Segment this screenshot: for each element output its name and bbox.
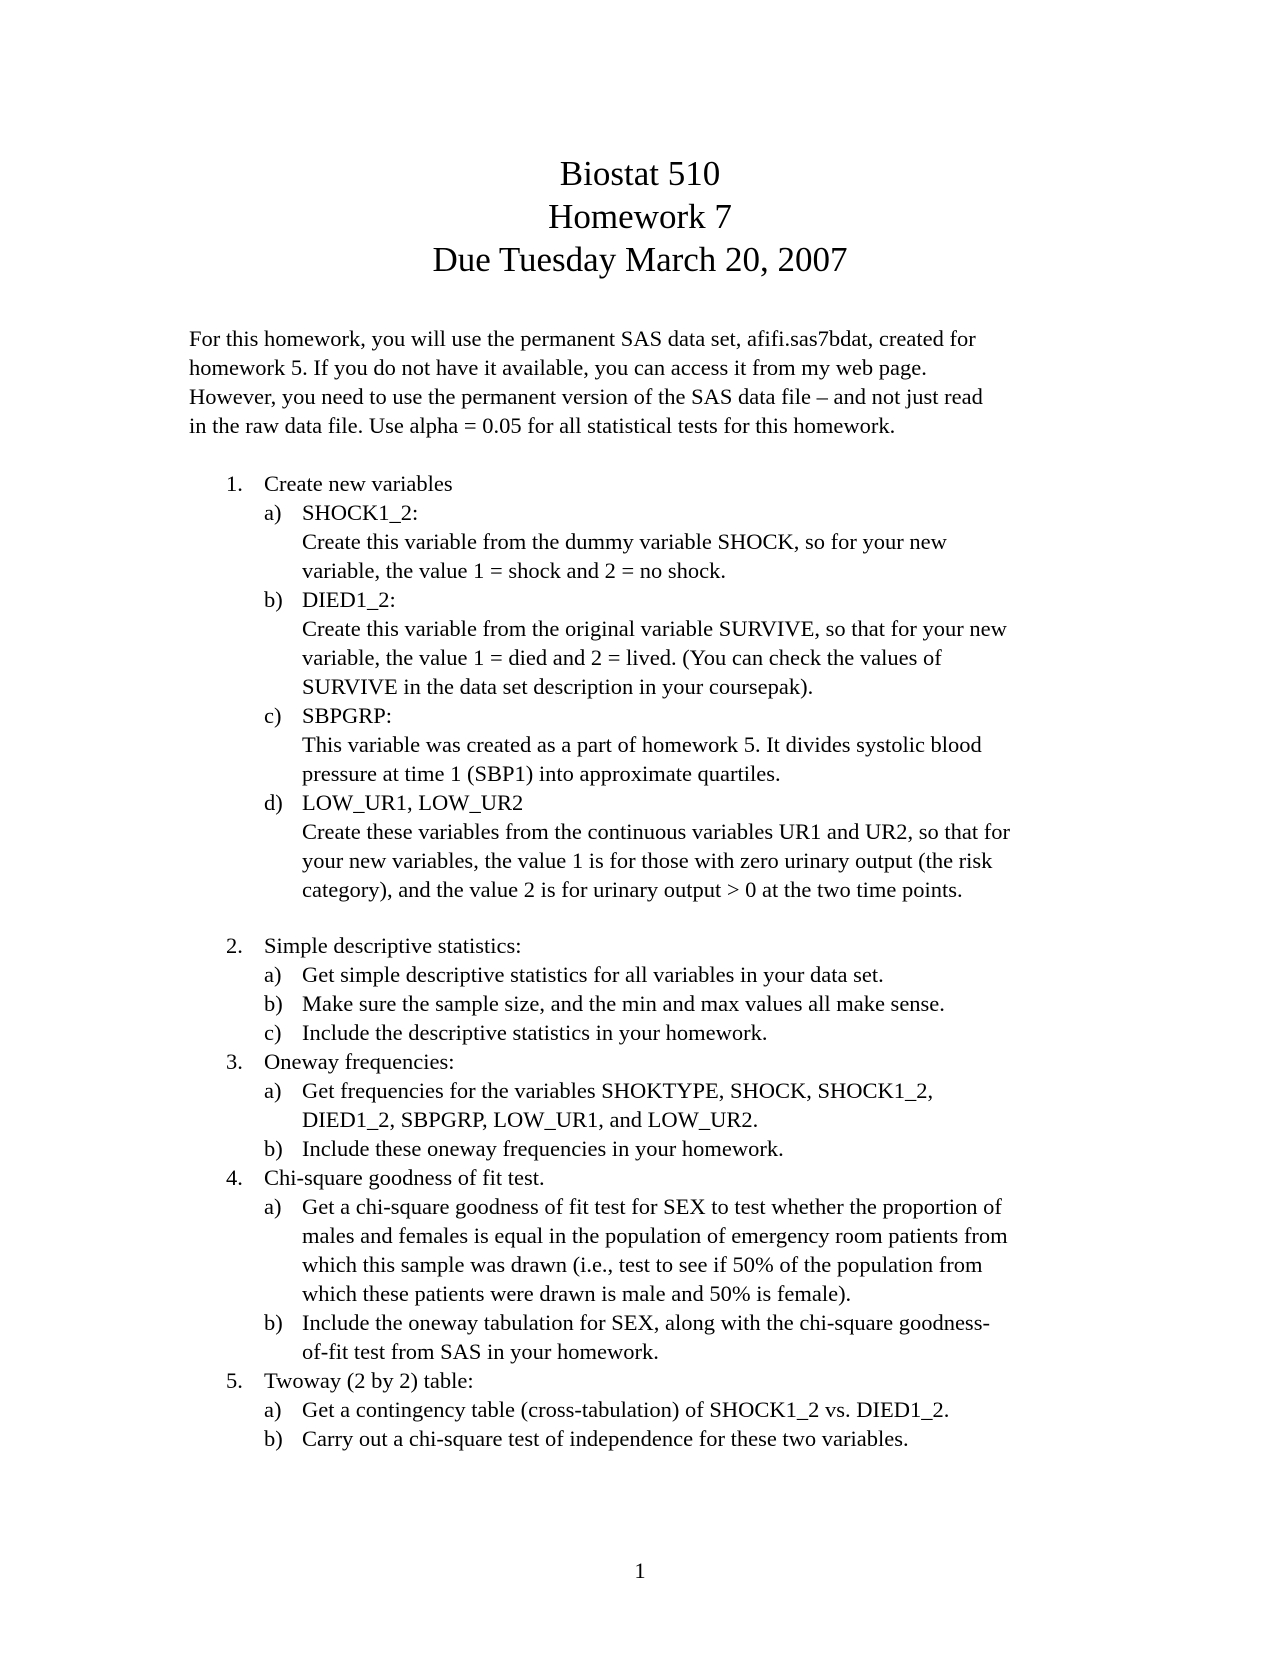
question-number: 2. — [226, 933, 243, 958]
sub-item-line: variable, the value 1 = shock and 2 = no shock. — [302, 558, 727, 583]
sub-item-letter: d) — [264, 790, 283, 815]
sub-item-line: Include these oneway frequencies in your homework. — [302, 1136, 784, 1161]
sub-item-line: your new variables, the value 1 is for those with zero urinary output (the risk — [302, 848, 993, 873]
intro-line: in the raw data file. Use alpha = 0.05 for all statistical tests for this homework. — [189, 413, 896, 438]
sub-item-line: Include the oneway tabulation for SEX, along with the chi-square goodness- — [302, 1310, 990, 1335]
sub-item-line: LOW_UR1, LOW_UR2 — [302, 790, 524, 815]
sub-item-line: pressure at time 1 (SBP1) into approximate quartiles. — [302, 761, 781, 786]
sub-item — [0, 1424, 1280, 1453]
sub-item — [0, 701, 1280, 788]
sub-item-line: Make sure the sample size, and the min and max values all make sense. — [302, 991, 945, 1016]
sub-item-line: Get a chi-square goodness of fit test for SEX to test whether the proportion of — [302, 1194, 1002, 1219]
sub-item — [0, 585, 1280, 701]
question-number: 5. — [226, 1368, 243, 1393]
sub-item-line: Create this variable from the dummy variable SHOCK, so for your new — [302, 529, 947, 554]
sub-item-line: Create this variable from the original variable SURVIVE, so that for your new — [302, 616, 1007, 641]
sub-item-letter: b) — [264, 1426, 283, 1451]
sub-item — [0, 1018, 1280, 1047]
sub-item-letter: b) — [264, 1136, 283, 1161]
intro-line: homework 5. If you do not have it available, you can access it from my web page. — [189, 355, 927, 380]
question-2 — [0, 931, 1280, 1047]
sub-item-line: Include the descriptive statistics in your homework. — [302, 1020, 768, 1045]
sub-item-line: DIED1_2: — [302, 587, 396, 612]
sub-item-line: which this sample was drawn (i.e., test to see if 50% of the population from — [302, 1252, 983, 1277]
sub-item-line: Create these variables from the continuous variables UR1 and UR2, so that for — [302, 819, 1010, 844]
sub-item — [0, 498, 1280, 585]
sub-item — [0, 989, 1280, 1018]
intro-line: For this homework, you will use the permanent SAS data set, afifi.sas7bdat, created for — [189, 326, 976, 351]
sub-item — [0, 1395, 1280, 1424]
sub-item-line: of-fit test from SAS in your homework. — [302, 1339, 659, 1364]
sub-item-letter: b) — [264, 587, 283, 612]
sub-item-line: variable, the value 1 = died and 2 = lived. (You can check the values of — [302, 645, 942, 670]
page-number: 1 — [634, 1558, 646, 1583]
sub-item-letter: a) — [264, 500, 282, 525]
question-number: 3. — [226, 1049, 243, 1074]
sub-item-letter: a) — [264, 1194, 282, 1219]
sub-item-line: Get frequencies for the variables SHOKTYPE, SHOCK, SHOCK1_2, — [302, 1078, 934, 1103]
sub-item — [0, 1308, 1280, 1366]
sub-item-line: SURVIVE in the data set description in your coursepak). — [302, 674, 814, 699]
sub-item-line: Get simple descriptive statistics for all variables in your data set. — [302, 962, 884, 987]
sub-item-letter: a) — [264, 1078, 282, 1103]
sub-item-line: This variable was created as a part of homework 5. It divides systolic blood — [302, 732, 982, 757]
sub-item-letter: c) — [264, 703, 282, 728]
question-heading: Twoway (2 by 2) table: — [264, 1368, 474, 1393]
sub-item-line: SBPGRP: — [302, 703, 393, 728]
sub-item-line: Get a contingency table (cross-tabulation) of SHOCK1_2 vs. DIED1_2. — [302, 1397, 950, 1422]
intro-paragraph — [189, 324, 1109, 440]
sub-item-line: DIED1_2, SBPGRP, LOW_UR1, and LOW_UR2. — [302, 1107, 759, 1132]
sub-item-line: category), and the value 2 is for urinary output > 0 at the two time points. — [302, 877, 963, 902]
question-number: 4. — [226, 1165, 243, 1190]
sub-item-line: Carry out a chi-square test of independence for these two variables. — [302, 1426, 909, 1451]
sub-item-letter: b) — [264, 991, 283, 1016]
sub-item — [0, 1134, 1280, 1163]
homework-title: Homework 7 — [548, 197, 732, 236]
sub-item — [0, 1076, 1280, 1134]
question-5 — [0, 1366, 1280, 1453]
course-title: Biostat 510 — [559, 154, 721, 193]
sub-item — [0, 788, 1280, 904]
document-title — [0, 152, 1280, 281]
sub-item — [0, 960, 1280, 989]
question-1 — [0, 469, 1280, 904]
question-heading: Create new variables — [264, 471, 453, 496]
sub-item-line: which these patients were drawn is male and 50% is female). — [302, 1281, 852, 1306]
sub-item-line: males and females is equal in the population of emergency room patients from — [302, 1223, 1008, 1248]
sub-item — [0, 1192, 1280, 1308]
sub-item-letter: a) — [264, 962, 282, 987]
intro-line: However, you need to use the permanent version of the SAS data file – and not just read — [189, 384, 983, 409]
sub-item-line: SHOCK1_2: — [302, 500, 419, 525]
question-heading: Chi-square goodness of fit test. — [264, 1165, 545, 1190]
question-number: 1. — [226, 471, 243, 496]
question-heading: Simple descriptive statistics: — [264, 933, 522, 958]
question-heading: Oneway frequencies: — [264, 1049, 455, 1074]
sub-item-letter: b) — [264, 1310, 283, 1335]
question-3 — [0, 1047, 1280, 1163]
question-4 — [0, 1163, 1280, 1366]
sub-item-letter: a) — [264, 1397, 282, 1422]
sub-item-letter: c) — [264, 1020, 282, 1045]
due-date: Due Tuesday March 20, 2007 — [432, 240, 848, 279]
